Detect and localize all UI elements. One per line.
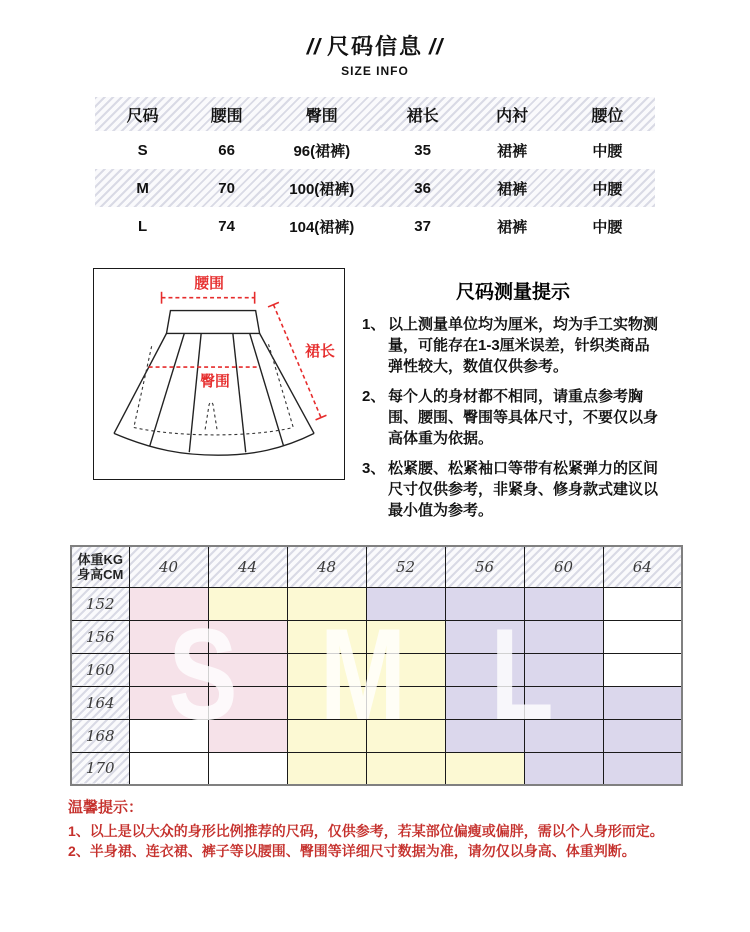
grid-zone-cell — [603, 587, 682, 620]
tip-item-number: 1、 — [362, 316, 386, 333]
tip-item — [362, 386, 664, 449]
grid-height-label: 156 — [71, 620, 129, 653]
size-table-cell: 裙裤 — [497, 142, 528, 160]
grid-corner-cell — [71, 546, 129, 587]
grid-zone-cell — [208, 719, 287, 752]
grid-zone-cell — [129, 752, 208, 785]
tip-item — [362, 314, 664, 377]
warm-tips-title: 温馨提示： — [68, 799, 144, 816]
grid-zone-cell — [524, 653, 603, 686]
grid-zone-cell — [445, 620, 524, 653]
size-table-cell: 66 — [218, 141, 235, 159]
size-table — [95, 97, 655, 245]
grid-zone-cell — [208, 686, 287, 719]
grid-weight-header: 44 — [208, 546, 287, 587]
size-col-header: 腰位 — [591, 107, 624, 125]
grid-zone-cell — [366, 653, 445, 686]
length-measure-label: 裙长 — [305, 344, 335, 361]
warm-tip-line: 1、以上是以大众的身形比例推荐的尺码，仅供参考，若某部位偏瘦或偏胖，需以个人身形而定。 — [68, 823, 664, 839]
tip-item-number: 3、 — [362, 460, 386, 477]
watermark-letter: S — [168, 601, 238, 747]
grid-zone-cell — [129, 719, 208, 752]
grid-zone-cell — [208, 620, 287, 653]
grid-row — [71, 752, 682, 785]
size-col-header: 尺码 — [126, 107, 159, 125]
size-table-cell: 中腰 — [592, 180, 623, 198]
grid-row — [71, 620, 682, 653]
grid-height-label: 168 — [71, 719, 129, 752]
size-table-cell: 36 — [414, 179, 431, 197]
size-table-cell: 104(裙裤) — [289, 218, 355, 236]
grid-zone-cell — [445, 686, 524, 719]
grid-zone-cell — [129, 620, 208, 653]
grid-zone-cell — [445, 587, 524, 620]
grid-zone-cell — [287, 752, 366, 785]
title-decor-left: // — [306, 34, 321, 59]
size-table-cell: M — [136, 179, 149, 197]
grid-zone-cell — [445, 719, 524, 752]
page-title — [0, 30, 750, 61]
grid-zone-cell — [366, 686, 445, 719]
size-table-cell: 96(裙裤) — [293, 142, 351, 160]
grid-height-label: 170 — [71, 752, 129, 785]
grid-zone-cell — [524, 719, 603, 752]
size-table-cell: 100(裙裤) — [289, 180, 355, 198]
size-table-cell: 37 — [414, 217, 431, 235]
page-title-text: 尺码信息 — [326, 34, 423, 59]
grid-zone-cell — [603, 686, 682, 719]
grid-weight-header: 56 — [445, 546, 524, 587]
warm-tip-line: 2、半身裙、连衣裙、裤子等以腰围、臀围等详细尺寸数据为准，请勿仅以身高、体重判断。 — [68, 843, 636, 859]
grid-corner-bottom: 身高CM — [77, 566, 124, 582]
measure-tips-list — [362, 314, 664, 521]
size-table-cell: 74 — [218, 217, 235, 235]
grid-zone-cell — [287, 653, 366, 686]
grid-zone-cell — [366, 587, 445, 620]
tip-item-text: 松紧腰、松紧袖口等带有松紧弹力的区间尺寸仅供参考，非紧身、修身款式建议以最小值为参考。 — [388, 460, 659, 519]
size-col-header: 内衬 — [496, 107, 529, 125]
grid-zone-cell — [445, 752, 524, 785]
grid-zone-cell — [603, 620, 682, 653]
grid-corner-top: 体重KG — [77, 551, 123, 567]
grid-zone-cell — [208, 752, 287, 785]
grid-zone-cell — [445, 653, 524, 686]
grid-height-label: 160 — [71, 653, 129, 686]
size-table-header-row — [95, 97, 655, 131]
grid-row — [71, 587, 682, 620]
grid-weight-header: 64 — [603, 546, 682, 587]
waist-measure-label: 腰围 — [194, 275, 224, 292]
grid-height-label: 152 — [71, 587, 129, 620]
size-table-cell: 裙裤 — [497, 218, 528, 236]
grid-zone-cell — [366, 620, 445, 653]
grid-zone-cell — [208, 587, 287, 620]
grid-zone-cell — [287, 587, 366, 620]
warm-tips-section — [68, 796, 728, 861]
height-weight-grid — [70, 545, 683, 786]
grid-zone-cell — [603, 752, 682, 785]
grid-zone-cell — [366, 752, 445, 785]
size-col-header: 裙长 — [406, 107, 439, 125]
grid-zone-cell — [287, 686, 366, 719]
tip-item-number: 2、 — [362, 388, 386, 405]
title-decor-right: // — [429, 34, 444, 59]
grid-zone-cell — [208, 653, 287, 686]
tip-item-text: 以上测量单位均为厘米，均为手工实物测量，可能存在1-3厘米误差，针织类商品弹性较大，数值仅供参考。 — [388, 316, 659, 375]
grid-zone-cell — [524, 752, 603, 785]
tip-item-text: 每个人的身材都不相同，请重点参考胸围、腰围、臀围等具体尺寸，不要仅以身高体重为依据。 — [388, 388, 659, 447]
skirt-diagram-svg — [94, 269, 342, 477]
size-table-cell: 中腰 — [592, 142, 623, 160]
grid-row — [71, 653, 682, 686]
warm-tips-lines — [68, 821, 728, 861]
grid-zone-cell — [524, 587, 603, 620]
measure-tips-section — [362, 277, 664, 530]
measure-tips-title: 尺码测量提示 — [455, 282, 570, 303]
size-table-cell: 35 — [414, 141, 431, 159]
size-table-cell: 中腰 — [592, 218, 623, 236]
hip-measure-label: 臀围 — [200, 373, 230, 390]
grid-zone-cell — [366, 719, 445, 752]
grid-weight-header: 40 — [129, 546, 208, 587]
tip-item — [362, 458, 664, 521]
grid-zone-cell — [287, 719, 366, 752]
skirt-diagram — [93, 268, 345, 480]
height-weight-table — [70, 545, 683, 786]
grid-zone-cell — [524, 620, 603, 653]
size-table-cell: 裙裤 — [497, 180, 528, 198]
size-table-row — [95, 169, 655, 207]
grid-weight-header: 60 — [524, 546, 603, 587]
size-col-header: 腰围 — [210, 107, 243, 125]
watermark-letter: L — [490, 601, 554, 747]
grid-zone-cell — [129, 587, 208, 620]
size-table-row — [95, 207, 655, 245]
grid-weight-header: 48 — [287, 546, 366, 587]
size-col-header: 臀围 — [305, 107, 338, 125]
grid-header-row — [71, 546, 682, 587]
grid-weight-header: 52 — [366, 546, 445, 587]
grid-zone-cell — [129, 686, 208, 719]
grid-row — [71, 719, 682, 752]
size-table-row — [95, 131, 655, 169]
grid-zone-cell — [524, 686, 603, 719]
size-table-cell: 70 — [218, 179, 235, 197]
grid-zone-cell — [603, 719, 682, 752]
grid-height-label: 164 — [71, 686, 129, 719]
size-table-cell: L — [138, 217, 148, 235]
page-header — [0, 30, 750, 78]
grid-zone-cell — [603, 653, 682, 686]
watermark-letter: M — [319, 601, 407, 747]
grid-row — [71, 686, 682, 719]
grid-zone-cell — [129, 653, 208, 686]
size-table-cell: S — [137, 141, 148, 159]
grid-zone-cell — [287, 620, 366, 653]
page-subtitle: SIZE INFO — [341, 64, 409, 78]
